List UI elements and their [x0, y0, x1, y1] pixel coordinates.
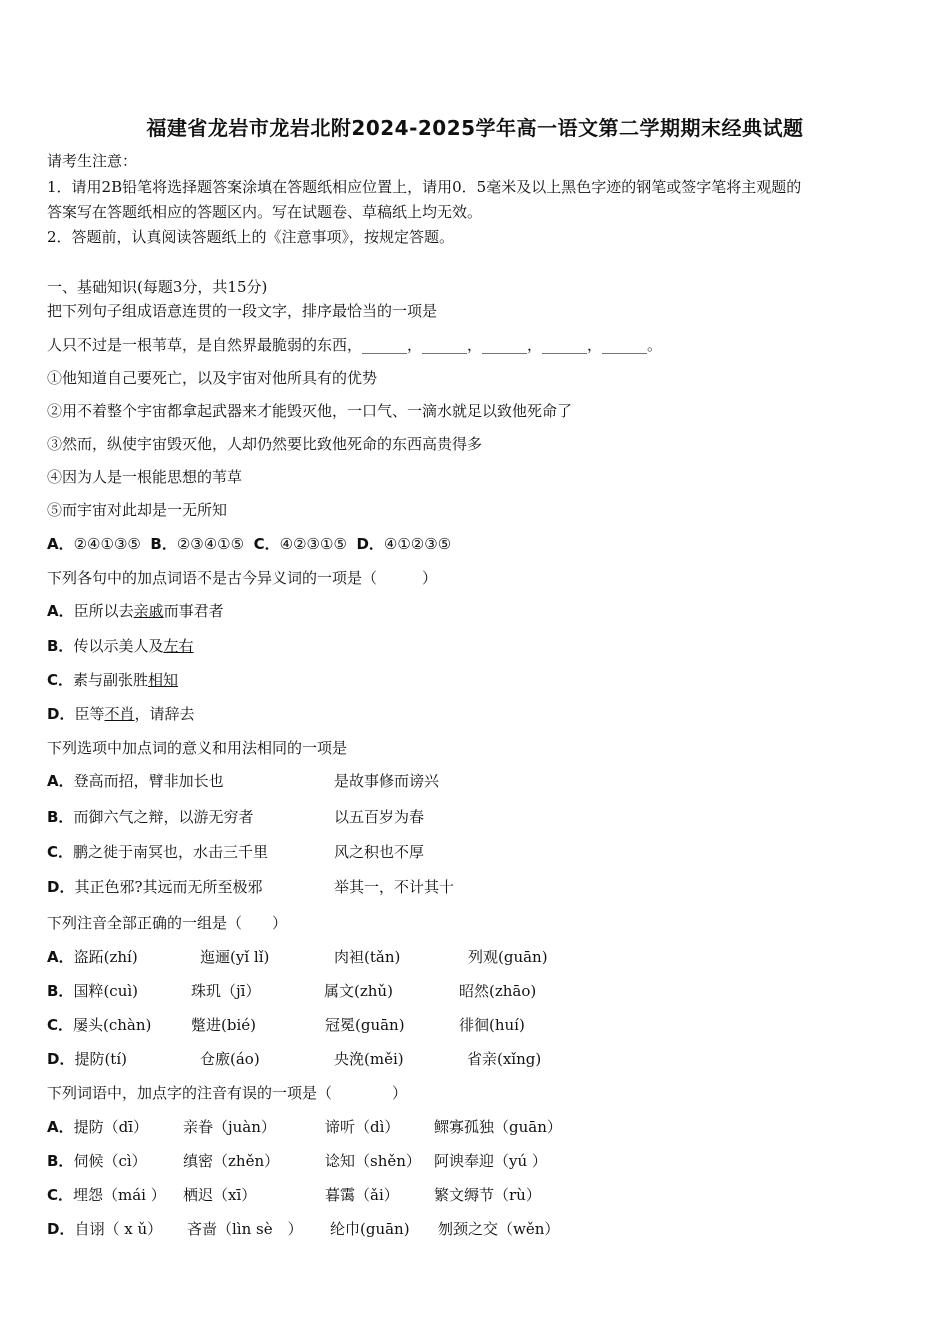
q3-option-d	[47, 877, 263, 897]
q1-sentence: 人只不过是一根苇草，是自然界最脆弱的东西，______，______，______，______，______。	[47, 336, 663, 354]
option-cell: 纶巾(guān)	[330, 1220, 410, 1238]
option-cell: 徘徊(huí)	[459, 1016, 525, 1034]
option-cell: 屡头(chàn)	[73, 1016, 152, 1034]
q1-item-1: ①他知道自己要死亡，以及宇宙对他所具有的优势	[47, 369, 378, 387]
option-text: 传以示美人及	[73, 637, 164, 655]
option-cell: 栖迟（xī）	[183, 1186, 257, 1204]
option-label: C．	[47, 1186, 74, 1204]
option-cell: 缜密（zhěn）	[183, 1152, 280, 1170]
q3-option-b-right: 以五百岁为春	[334, 808, 425, 826]
q5-option-d	[47, 1219, 162, 1239]
marked-word: 不肖	[104, 705, 135, 723]
marked-word: 左右	[163, 637, 194, 655]
option-text: 鹏之徙于南冥也，水击三千里	[73, 843, 269, 861]
option-label: A．	[47, 948, 74, 966]
option-cell: 省亲(xǐng)	[467, 1050, 542, 1068]
option-label: B．	[47, 982, 74, 1000]
q3-option-a	[47, 771, 224, 791]
option-label: D．	[47, 1050, 75, 1068]
option-text: 而事君者	[163, 602, 224, 620]
option-cell: 蹩进(bié)	[191, 1016, 256, 1034]
q5-option-c	[47, 1185, 166, 1205]
notice-item-1: 1．请用2B铅笔将选择题答案涂填在答题纸相应位置上，请用0．5毫米及以上黑色字迹的钢笔或签字笔将主观题的	[47, 178, 802, 196]
option-cell: 央浼(měi)	[334, 1050, 404, 1068]
option-cell: 谛听（dì）	[325, 1118, 400, 1136]
exam-title: 福建省龙岩市龙岩北附2024-2025学年高一语文第二学期期末经典试题	[146, 116, 804, 140]
option-label: C．	[47, 843, 74, 861]
option-text: 臣所以去	[73, 602, 134, 620]
option-cell: 属文(zhǔ)	[324, 982, 393, 1000]
option-cell: 昭然(zhāo)	[459, 982, 537, 1000]
option-text: ，请辞去	[134, 705, 195, 723]
q5-option-a	[47, 1117, 148, 1137]
option-text: ④②③①⑤	[279, 535, 347, 553]
option-label: D．	[47, 705, 75, 723]
option-text: 而御六气之辩，以游无穷者	[73, 808, 254, 826]
option-cell: 暮霭（ǎi）	[325, 1186, 399, 1204]
option-cell: 阿谀奉迎（yú ）	[434, 1152, 547, 1170]
q1-stem: 把下列句子组成语意连贯的一段文字，排序最恰当的一项是	[47, 302, 438, 320]
q2-option-c	[47, 670, 178, 690]
option-cell: 吝啬（lìn sè ）	[187, 1220, 303, 1238]
q1-item-3: ③然而，纵使宇宙毁灭他，人却仍然要比致他死命的东西高贵得多	[47, 435, 483, 453]
option-label: D．	[47, 878, 75, 896]
option-text: 登高而招，臂非加长也	[73, 772, 224, 790]
option-cell: 仓廒(áo)	[200, 1050, 260, 1068]
option-cell: 冠冕(guān)	[325, 1016, 405, 1034]
q1-options	[47, 534, 451, 554]
q1-item-4: ④因为人是一根能思想的苇草	[47, 468, 243, 486]
option-cell: 提防（dī）	[73, 1118, 149, 1136]
option-label: D．	[47, 1220, 75, 1238]
option-cell: 自诩（ x ǔ）	[74, 1220, 163, 1238]
q2-option-d	[47, 704, 195, 724]
notice-heading: 请考生注意：	[47, 152, 138, 170]
option-cell: 谂知（shěn）	[325, 1152, 421, 1170]
marked-word: 亲戚	[133, 602, 164, 620]
option-label: B．	[150, 535, 177, 553]
option-cell: 盗跖(zhí)	[73, 948, 138, 966]
notice-item-2: 2．答题前，认真阅读答题纸上的《注意事项》，按规定答题。	[47, 228, 455, 246]
q4-option-d	[47, 1049, 127, 1069]
q2-option-a	[47, 601, 224, 621]
q2-stem: 下列各句中的加点词语不是古今异义词的一项是（ ）	[47, 569, 438, 587]
option-label: B．	[47, 637, 74, 655]
section-heading: 一、基础知识(每题3分，共15分)	[47, 278, 268, 296]
marked-word: 相知	[148, 671, 179, 689]
option-label: A．	[47, 535, 74, 553]
option-label: B．	[47, 1152, 74, 1170]
option-cell: 伺候（cì）	[73, 1152, 147, 1170]
q4-option-c	[47, 1015, 151, 1035]
option-cell: 迤逦(yǐ lǐ)	[200, 948, 270, 966]
option-cell: 提防(tí)	[74, 1050, 127, 1068]
q1-item-5: ⑤而宇宙对此却是一无所知	[47, 501, 228, 519]
option-text: 其正色邪?其远而无所至极邪	[74, 878, 263, 896]
option-cell: 亲眷（juàn）	[183, 1118, 276, 1136]
q1-item-2: ②用不着整个宇宙都拿起武器来才能毁灭他，一口气、一滴水就足以致他死命了	[47, 402, 573, 420]
option-label: C．	[47, 671, 74, 689]
q4-stem: 下列注音全部正确的一组是（ ）	[47, 914, 288, 932]
option-cell: 列观(guān)	[468, 948, 548, 966]
option-label: A．	[47, 1118, 74, 1136]
option-label: C．	[47, 1016, 74, 1034]
option-cell: 鳏寡孤独（guān）	[434, 1118, 562, 1136]
option-label: A．	[47, 602, 74, 620]
notice-item-1-cont: 答案写在答题纸相应的答题区内。写在试题卷、草稿纸上均无效。	[47, 203, 483, 221]
option-label: C．	[253, 535, 280, 553]
option-cell: 珠玑（jī）	[191, 982, 261, 1000]
q3-option-b	[47, 807, 253, 827]
option-cell: 国粹(cuì)	[73, 982, 139, 1000]
option-cell: 埋怨（mái ）	[73, 1186, 166, 1204]
option-label: D．	[356, 535, 384, 553]
q3-option-c	[47, 842, 268, 862]
q3-option-c-right: 风之积也不厚	[334, 843, 425, 861]
option-label: B．	[47, 808, 74, 826]
option-text: ④①②③⑤	[383, 535, 452, 553]
q4-option-a	[47, 947, 138, 967]
q3-stem: 下列选项中加点词的意义和用法相同的一项是	[47, 739, 348, 757]
option-cell: 繁文缛节（rù）	[434, 1186, 541, 1204]
q5-option-b	[47, 1151, 147, 1171]
option-cell: 肉袒(tǎn)	[334, 948, 401, 966]
option-text: 素与副张胜	[73, 671, 149, 689]
q3-option-d-right: 举其一，不计其十	[334, 878, 455, 896]
option-text: 臣等	[74, 705, 105, 723]
q3-option-a-right: 是故事修而谤兴	[334, 772, 440, 790]
option-label: A．	[47, 772, 74, 790]
option-cell: 刎颈之交（wěn）	[438, 1220, 560, 1238]
q2-option-b	[47, 636, 193, 656]
option-text: ②④①③⑤	[73, 535, 141, 553]
q5-stem: 下列词语中，加点字的注音有误的一项是（ ）	[47, 1084, 408, 1102]
option-text: ②③④①⑤	[176, 535, 245, 553]
q4-option-b	[47, 981, 138, 1001]
